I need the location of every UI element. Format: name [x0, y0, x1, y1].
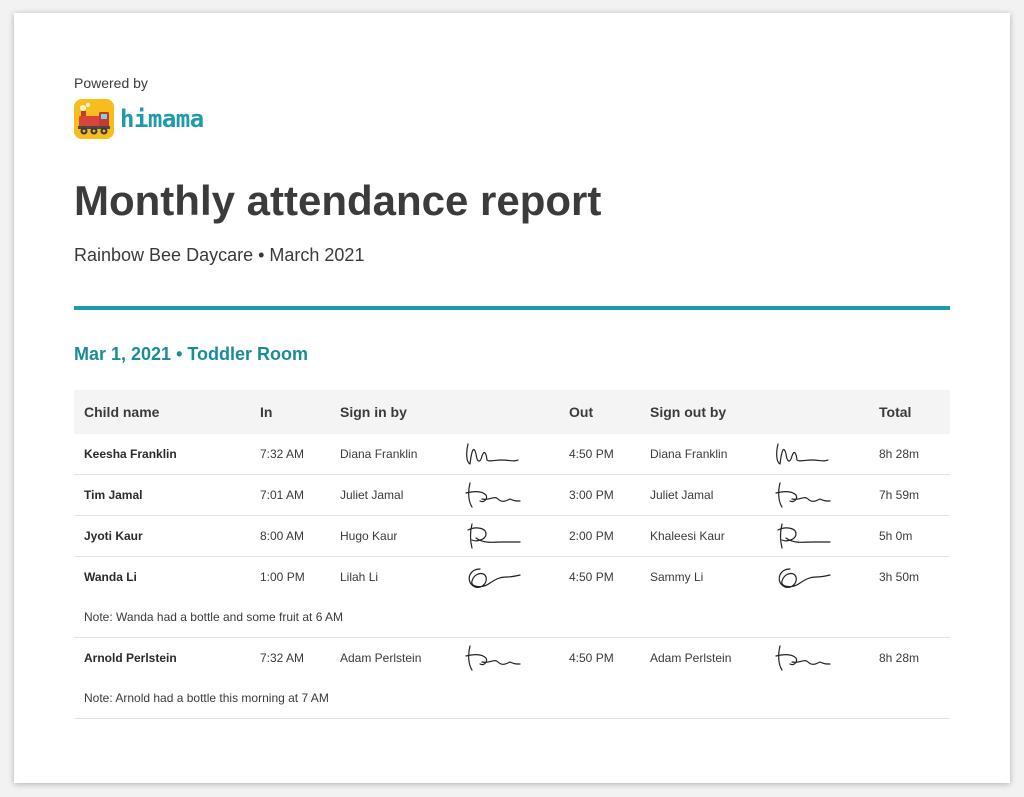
- signature-icon: [772, 479, 832, 511]
- sign-in-time-cell: 1:00 PM: [260, 570, 305, 584]
- signature-icon: [462, 479, 522, 511]
- signature-icon: [772, 438, 832, 470]
- table-row: [74, 434, 950, 475]
- child-name-cell: Tim Jamal: [84, 488, 143, 502]
- report-subtitle: Rainbow Bee Daycare • March 2021: [74, 245, 365, 265]
- total-time-cell: 5h 0m: [879, 529, 913, 543]
- child-name-cell: Jyoti Kaur: [84, 529, 143, 543]
- table-row: [74, 516, 950, 557]
- train-icon: [74, 99, 114, 139]
- signature-icon: [772, 642, 832, 674]
- attendance-table: [74, 390, 950, 719]
- sign-in-time-cell: 8:00 AM: [260, 529, 305, 543]
- page-title: Monthly attendance report: [74, 177, 602, 224]
- total-time-cell: 8h 28m: [879, 447, 920, 461]
- logo-wordmark: himama: [120, 105, 204, 133]
- child-name-cell: Wanda Li: [84, 570, 137, 584]
- total-time-cell: 3h 50m: [879, 570, 920, 584]
- sign-out-time-cell: 2:00 PM: [569, 529, 614, 543]
- column-header-out: Out: [569, 404, 594, 420]
- sign-out-time-cell: 4:50 PM: [569, 651, 614, 665]
- note-text: Note: Arnold had a bottle this morning at 7 AM: [84, 691, 329, 705]
- table-row: [74, 638, 950, 678]
- himama-logo: [74, 99, 204, 139]
- note-row: [74, 597, 950, 638]
- sign-out-time-cell: 4:50 PM: [569, 447, 614, 461]
- signed-in-by-cell: Hugo Kaur: [340, 529, 398, 543]
- powered-by-label: Powered by: [74, 75, 148, 91]
- signed-in-by-cell: Diana Franklin: [340, 447, 418, 461]
- signed-out-by-cell: Diana Franklin: [650, 447, 728, 461]
- column-header-sign-out-by: Sign out by: [650, 404, 727, 420]
- signed-in-by-cell: Juliet Jamal: [340, 488, 404, 502]
- column-header-in: In: [260, 404, 273, 420]
- sign-in-time-cell: 7:32 AM: [260, 651, 305, 665]
- signed-in-by-cell: Lilah Li: [340, 570, 379, 584]
- signature-icon: [772, 520, 832, 552]
- sign-in-time-cell: 7:01 AM: [260, 488, 305, 502]
- sign-in-time-cell: 7:32 AM: [260, 447, 305, 461]
- header-divider: [74, 306, 950, 310]
- signature-icon: [772, 561, 832, 593]
- signed-out-by-cell: Sammy Li: [650, 570, 704, 584]
- signature-icon: [462, 642, 522, 674]
- section-title: Mar 1, 2021 • Toddler Room: [74, 344, 309, 364]
- signed-in-by-cell: Adam Perlstein: [340, 651, 422, 665]
- signature-icon: [462, 520, 522, 552]
- column-header-total: Total: [879, 404, 912, 420]
- child-name-cell: Arnold Perlstein: [84, 651, 177, 665]
- sign-out-time-cell: 4:50 PM: [569, 570, 614, 584]
- child-name-cell: Keesha Franklin: [84, 447, 177, 461]
- table-header: [74, 390, 950, 434]
- signed-out-by-cell: Khaleesi Kaur: [650, 529, 725, 543]
- sign-out-time-cell: 3:00 PM: [569, 488, 614, 502]
- column-header-sign-in-by: Sign in by: [340, 404, 407, 420]
- signature-icon: [462, 561, 522, 593]
- total-time-cell: 7h 59m: [879, 488, 920, 502]
- table-row: [74, 475, 950, 516]
- note-row: [74, 678, 950, 719]
- signature-icon: [462, 438, 522, 470]
- table-body: [74, 434, 950, 719]
- table-row: [74, 557, 950, 597]
- signed-out-by-cell: Adam Perlstein: [650, 651, 732, 665]
- column-header-child-name: Child name: [84, 404, 160, 420]
- note-text: Note: Wanda had a bottle and some fruit at 6 AM: [84, 610, 344, 624]
- total-time-cell: 8h 28m: [879, 651, 920, 665]
- report-page: [14, 13, 1010, 783]
- signed-out-by-cell: Juliet Jamal: [650, 488, 714, 502]
